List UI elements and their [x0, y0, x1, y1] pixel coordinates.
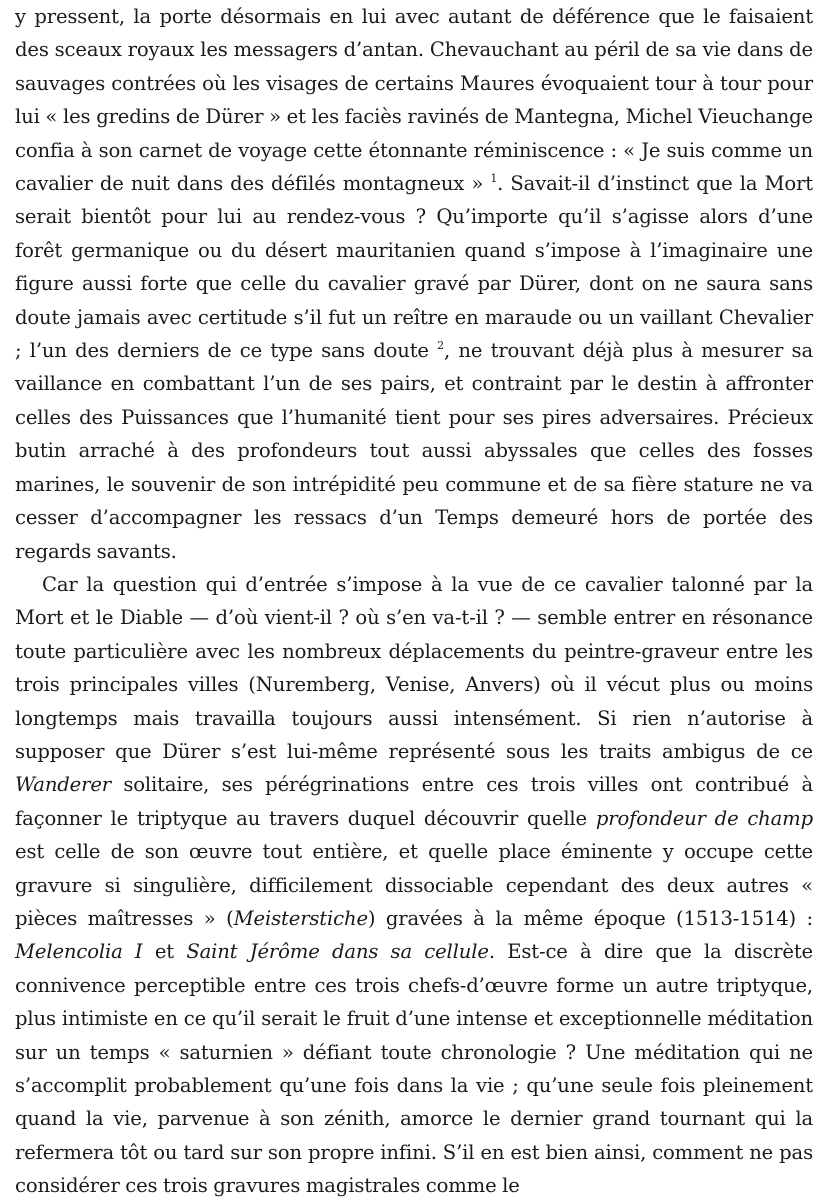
text-run: y pressent, la porte désormais en lui avec autant de déférence que le faisaient des sceaux royaux les messagers d’antan. Chevauchant au péril de sa vie dans de sauvages contrées où les visages de certains Maures évoquaient tour à tour pour lui « les gredins de Dürer » et les faciès ravinés de Mantegna, Michel Vieuchange confia à son carnet de voyage cette étonnante réminiscence : « Je suis comme un cavalier de nuit dans des défilés montagneux » — [15, 5, 813, 196]
text-run: ) gravées à la même époque (1513-1514) : — [367, 906, 814, 930]
italic-term-wanderer: Wanderer — [15, 773, 112, 797]
text-run: et — [142, 940, 187, 964]
text-run: . Est-ce à dire que la discrète connivence perceptible entre ces trois chefs-d’œuvre forme un autre triptyque, plus intimiste en ce qu’il serait le fruit d’une intense et exceptionnelle méditation sur un temps « saturnien » défiant toute chronologie ? Une méditation qui ne s’accomplit probablement qu’une fois dans la vie ; qu’une seule fois pleinement quand la vie, parvenue à son zénith, amorce le dernier grand tournant qui la refermera tôt ou tard sur son propre infini. S’il en est bien ainsi, comment ne pas considérer ces trois gravures magistrales comme le — [15, 940, 813, 1198]
text-run: , ne trouvant déjà plus à mesurer sa vaillance en combattant l’un de ses pairs, et contraint par le destin à affronter celles des Puissances que l’humanité tient pour ses pires adversaires. Précieux butin arraché à des profondeurs tout aussi abyssales que celles des fosses marines, le souvenir de son intrépidité peu commune et de sa fière stature ne va cesser d’accompagner les ressacs d’un Temps demeuré hors de portée des regards savants. — [15, 339, 813, 563]
text-run: . Savait-il d’instinct que la Mort serait bientôt pour lui au rendez-vous ? Qu’importe qu’il s’agisse alors d’une forêt germanique ou du désert mauritanien quand s’impose à l’imaginaire une figure aussi forte que celle du cavalier gravé par Dürer, dont on ne saura sans doute jamais avec certitude s’il fut un reître en maraude ou un vaillant Chevalier ; l’un des derniers de ce type sans doute — [15, 172, 814, 363]
italic-term-meisterstiche: Meisterstiche — [233, 906, 368, 930]
italic-title-saint-jerome: Saint Jérôme dans sa cellule — [186, 940, 489, 964]
footnote-ref-1: 1 — [490, 172, 498, 186]
italic-title-melencolia: Melencolia I — [15, 940, 143, 964]
text-run: solitaire, ses pérégrinations entre ces trois villes ont contribué à façonner le triptyque au travers duquel découvrir quelle — [15, 773, 813, 830]
text-run: Car la question qui d’entrée s’impose à la vue de ce cavalier talonné par la Mort et le Diable — d’où vient-il ? où s’en va-t-il ? — semble entrer en résonance toute particulière avec les nombreux déplacements du peintre-graveur entre les trois principales villes (Nuremberg, Venise, Anvers) où il vécut plus ou moins longtemps mais travailla toujours aussi intensément. Si rien n’autorise à supposer que Dürer s’est lui-même représenté sous les traits ambigus de ce — [15, 572, 813, 763]
paragraph-continued — [15, 0, 813, 568]
italic-term-profondeur: profondeur de champ — [595, 806, 813, 830]
text-run: est celle de son œuvre tout entière, et quelle place éminente y occupe cette gravure si singulière, difficilement dissociable cependant des deux autres « pièces maîtresses » ( — [15, 840, 813, 930]
footnote-ref-2: 2 — [437, 339, 445, 353]
paragraph — [15, 568, 813, 1203]
